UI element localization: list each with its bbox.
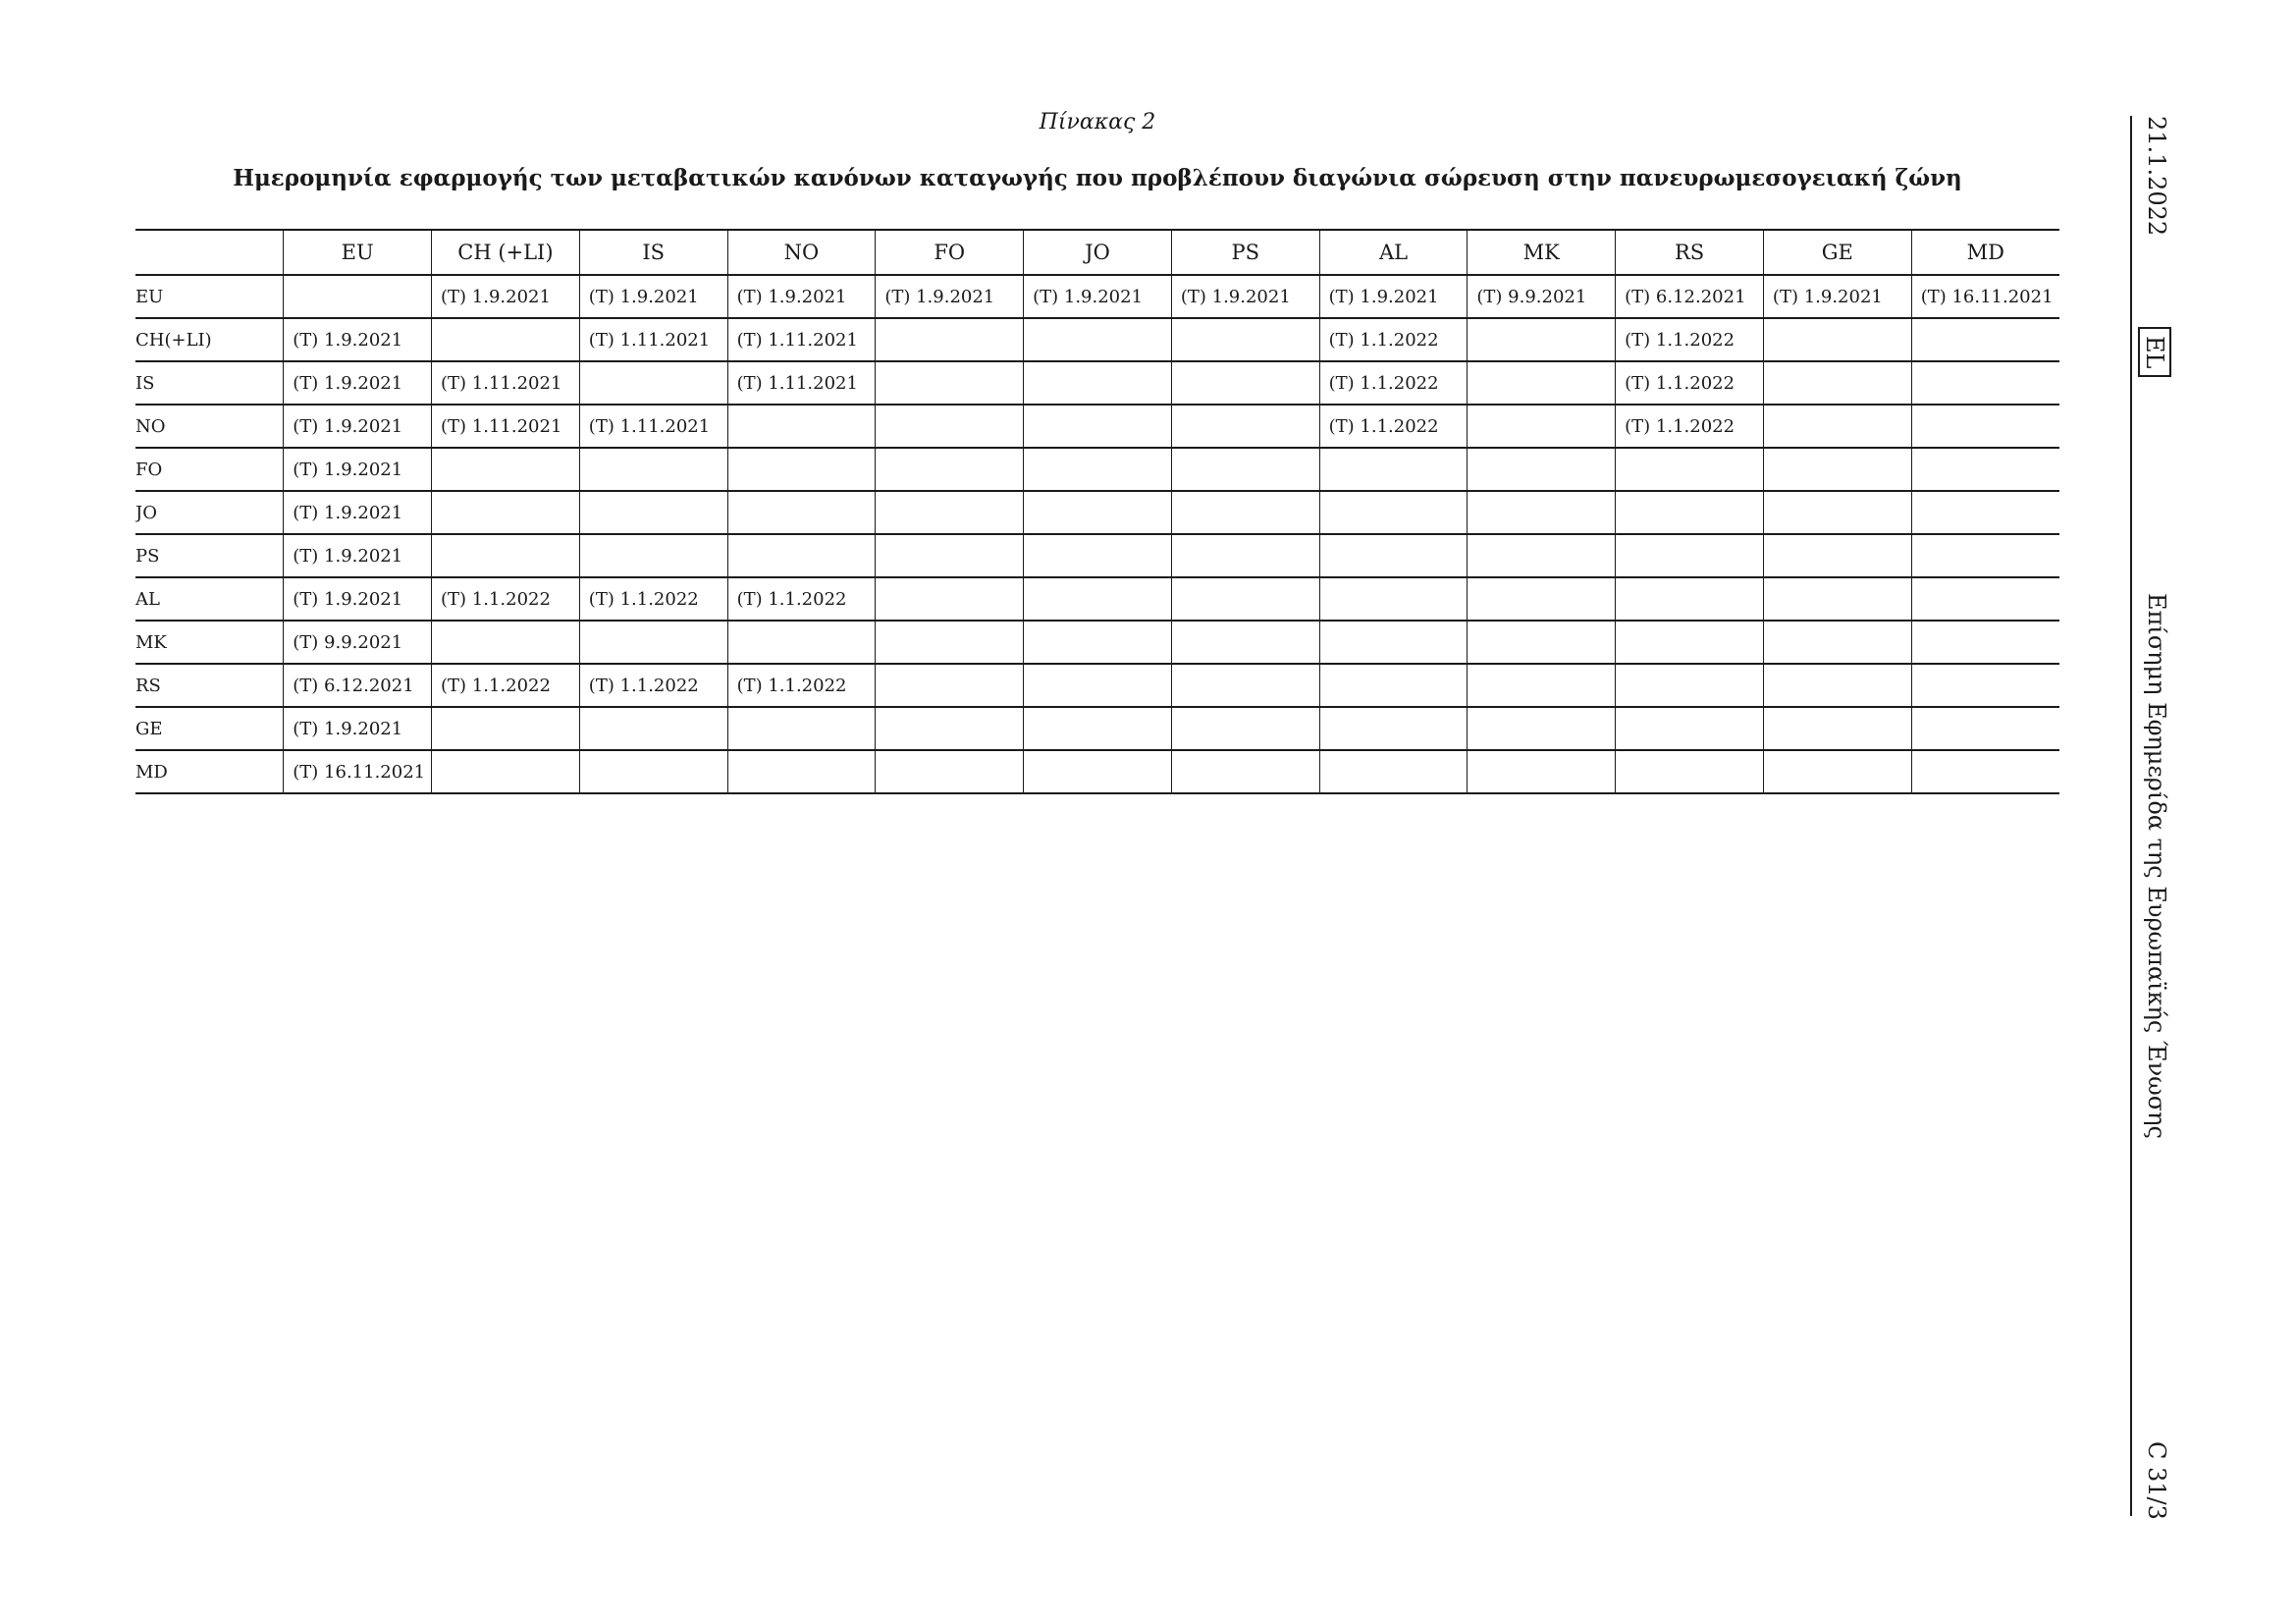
date-cell (727, 448, 876, 491)
date-cell (1024, 664, 1172, 707)
date-cell (1319, 750, 1468, 793)
row-header-cell: NO (135, 405, 284, 448)
table-header (135, 230, 2059, 275)
date-cell (579, 448, 727, 491)
table-row (135, 750, 2059, 793)
date-cell (579, 750, 727, 793)
date-cell (876, 448, 1024, 491)
date-cell (1024, 750, 1172, 793)
date-cell (876, 534, 1024, 577)
date-cell (1319, 448, 1468, 491)
date-cell: (T) 1.11.2021 (432, 405, 580, 448)
date-cell (432, 621, 580, 664)
date-cell: (T) 1.9.2021 (727, 275, 876, 318)
date-cell (1911, 577, 2059, 621)
date-cell (1616, 577, 1764, 621)
date-cell (876, 361, 1024, 405)
date-cell (727, 491, 876, 534)
column-header: GE (1763, 230, 1911, 275)
date-cell: (T) 1.9.2021 (1171, 275, 1319, 318)
date-cell (1911, 621, 2059, 664)
date-cell (727, 405, 876, 448)
column-header: MD (1911, 230, 2059, 275)
publication-date: 21.1.2022 (2143, 116, 2170, 237)
date-cell (1616, 448, 1764, 491)
date-cell (1763, 361, 1911, 405)
date-cell (432, 448, 580, 491)
row-header-cell: MD (135, 750, 284, 793)
date-cell (1171, 361, 1319, 405)
journal-name: Επίσημη Εφημερίδα της Ευρωπαϊκής Ένωσης (2143, 593, 2170, 1139)
date-cell (1911, 448, 2059, 491)
date-cell (1024, 577, 1172, 621)
date-cell: (T) 1.1.2022 (1616, 405, 1764, 448)
date-cell (1319, 621, 1468, 664)
date-cell: (T) 1.9.2021 (284, 707, 432, 750)
column-header: JO (1024, 230, 1172, 275)
date-cell (1468, 448, 1616, 491)
date-cell (284, 275, 432, 318)
date-cell: (T) 1.1.2022 (1616, 318, 1764, 361)
date-cell (727, 621, 876, 664)
date-cell (1911, 534, 2059, 577)
date-cell (1468, 577, 1616, 621)
header-corner-cell (135, 230, 284, 275)
date-cell: (T) 1.9.2021 (1763, 275, 1911, 318)
date-cell: (T) 16.11.2021 (284, 750, 432, 793)
date-cell (1171, 448, 1319, 491)
date-cell: (T) 1.9.2021 (1024, 275, 1172, 318)
row-header-cell: FO (135, 448, 284, 491)
date-cell (1763, 664, 1911, 707)
column-header: PS (1171, 230, 1319, 275)
row-header-cell: AL (135, 577, 284, 621)
date-cell (1468, 318, 1616, 361)
date-cell (1171, 318, 1319, 361)
date-cell: (T) 6.12.2021 (1616, 275, 1764, 318)
date-cell (1171, 707, 1319, 750)
date-cell (1616, 664, 1764, 707)
date-cell (1763, 448, 1911, 491)
date-cell: (T) 1.11.2021 (727, 318, 876, 361)
date-cell (1171, 534, 1319, 577)
date-cell (432, 750, 580, 793)
date-cell: (T) 1.9.2021 (284, 577, 432, 621)
date-cell: (T) 1.1.2022 (1319, 361, 1468, 405)
date-cell: (T) 1.9.2021 (284, 491, 432, 534)
date-cell (1763, 405, 1911, 448)
date-cell (876, 664, 1024, 707)
table-row (135, 577, 2059, 621)
date-cell: (T) 1.1.2022 (1319, 405, 1468, 448)
date-cell (1763, 577, 1911, 621)
row-header-cell: RS (135, 664, 284, 707)
table-row (135, 621, 2059, 664)
column-header: MK (1468, 230, 1616, 275)
row-header-cell: PS (135, 534, 284, 577)
date-cell (1024, 318, 1172, 361)
date-cell (876, 707, 1024, 750)
date-cell: (T) 1.1.2022 (1616, 361, 1764, 405)
date-cell (1911, 318, 2059, 361)
table-row (135, 275, 2059, 318)
table-caption: Πίνακας 2 (1039, 110, 1156, 135)
date-cell (1171, 664, 1319, 707)
date-cell (1911, 707, 2059, 750)
table-row (135, 405, 2059, 448)
date-cell (876, 577, 1024, 621)
date-cell: (T) 1.1.2022 (579, 577, 727, 621)
date-cell (1616, 621, 1764, 664)
date-cell (1171, 750, 1319, 793)
date-cell: (T) 1.9.2021 (284, 318, 432, 361)
page-reference: C 31/3 (2143, 1441, 2170, 1520)
table-row (135, 664, 2059, 707)
date-cell: (T) 1.11.2021 (727, 361, 876, 405)
date-cell (579, 621, 727, 664)
date-cell (432, 318, 580, 361)
date-cell (1616, 491, 1764, 534)
date-cell (1319, 664, 1468, 707)
column-header: FO (876, 230, 1024, 275)
column-header: RS (1616, 230, 1764, 275)
date-cell: (T) 1.9.2021 (284, 534, 432, 577)
date-cell (1319, 534, 1468, 577)
date-cell (1763, 534, 1911, 577)
date-cell (1319, 491, 1468, 534)
date-cell (1024, 534, 1172, 577)
date-cell: (T) 1.9.2021 (1319, 275, 1468, 318)
date-cell (432, 534, 580, 577)
date-cell (1468, 405, 1616, 448)
date-cell (1024, 448, 1172, 491)
date-cell: (T) 1.1.2022 (1319, 318, 1468, 361)
column-header: CH (+LI) (432, 230, 580, 275)
date-cell (1024, 707, 1172, 750)
date-cell: (T) 1.1.2022 (579, 664, 727, 707)
date-cell (1024, 491, 1172, 534)
header-row (135, 230, 2059, 275)
date-cell (1468, 664, 1616, 707)
date-cell (579, 534, 727, 577)
date-cell: (T) 1.9.2021 (284, 448, 432, 491)
date-cell: (T) 1.11.2021 (432, 361, 580, 405)
date-cell (1616, 707, 1764, 750)
date-cell (1024, 361, 1172, 405)
date-cell: (T) 6.12.2021 (284, 664, 432, 707)
date-cell (1171, 621, 1319, 664)
date-cell: (T) 9.9.2021 (284, 621, 432, 664)
date-cell (1763, 491, 1911, 534)
date-cell (1911, 361, 2059, 405)
row-header-cell: CH(+LI) (135, 318, 284, 361)
date-cell: (T) 1.1.2022 (432, 664, 580, 707)
date-cell (1468, 707, 1616, 750)
column-header: NO (727, 230, 876, 275)
date-cell: (T) 1.9.2021 (876, 275, 1024, 318)
date-cell (1468, 750, 1616, 793)
date-cell (727, 750, 876, 793)
column-header: IS (579, 230, 727, 275)
date-cell (579, 491, 727, 534)
date-cell: (T) 1.9.2021 (579, 275, 727, 318)
date-cell (1911, 491, 2059, 534)
table-row (135, 448, 2059, 491)
date-cell (876, 491, 1024, 534)
date-cell (1763, 318, 1911, 361)
date-cell (1468, 534, 1616, 577)
table-row (135, 491, 2059, 534)
date-cell: (T) 1.1.2022 (727, 577, 876, 621)
date-cell (1319, 707, 1468, 750)
table-body (135, 275, 2059, 793)
date-cell (1171, 577, 1319, 621)
date-cell (1468, 361, 1616, 405)
language-badge: EL (2138, 327, 2171, 377)
column-header: EU (284, 230, 432, 275)
row-header-cell: EU (135, 275, 284, 318)
date-cell (1171, 405, 1319, 448)
table-row (135, 361, 2059, 405)
date-cell: (T) 1.1.2022 (432, 577, 580, 621)
column-header: AL (1319, 230, 1468, 275)
date-cell (1763, 750, 1911, 793)
date-cell (876, 318, 1024, 361)
date-cell (1911, 664, 2059, 707)
date-cell (1024, 405, 1172, 448)
table-row (135, 318, 2059, 361)
cumulation-table (135, 229, 2059, 794)
date-cell (1319, 577, 1468, 621)
date-cell (727, 707, 876, 750)
date-cell (1616, 750, 1764, 793)
row-header-cell: GE (135, 707, 284, 750)
date-cell (1763, 621, 1911, 664)
date-cell (876, 621, 1024, 664)
sidebar-rule (2130, 116, 2132, 1516)
date-cell: (T) 1.11.2021 (579, 318, 727, 361)
table-title: Ημερομηνία εφαρμογής των μεταβατικών κανόνων καταγωγής που προβλέπουν διαγώνια σώρευση στην πανευρωμεσογειακή ζώνη (233, 165, 1962, 191)
date-cell: (T) 1.11.2021 (579, 405, 727, 448)
date-cell (1468, 491, 1616, 534)
row-header-cell: MK (135, 621, 284, 664)
date-cell (1911, 750, 2059, 793)
date-cell: (T) 1.9.2021 (284, 361, 432, 405)
date-cell (1616, 534, 1764, 577)
date-cell: (T) 9.9.2021 (1468, 275, 1616, 318)
date-cell (1911, 405, 2059, 448)
date-cell: (T) 1.9.2021 (432, 275, 580, 318)
row-header-cell: IS (135, 361, 284, 405)
row-header-cell: JO (135, 491, 284, 534)
table-row (135, 534, 2059, 577)
table-row (135, 707, 2059, 750)
date-cell (876, 405, 1024, 448)
date-cell (579, 361, 727, 405)
date-cell (1763, 707, 1911, 750)
date-cell (1024, 621, 1172, 664)
date-cell (432, 707, 580, 750)
date-cell (579, 707, 727, 750)
date-cell: (T) 1.1.2022 (727, 664, 876, 707)
date-cell (1468, 621, 1616, 664)
date-cell: (T) 1.9.2021 (284, 405, 432, 448)
date-cell: (T) 16.11.2021 (1911, 275, 2059, 318)
date-cell (727, 534, 876, 577)
date-cell (876, 750, 1024, 793)
date-cell (432, 491, 580, 534)
date-cell (1171, 491, 1319, 534)
